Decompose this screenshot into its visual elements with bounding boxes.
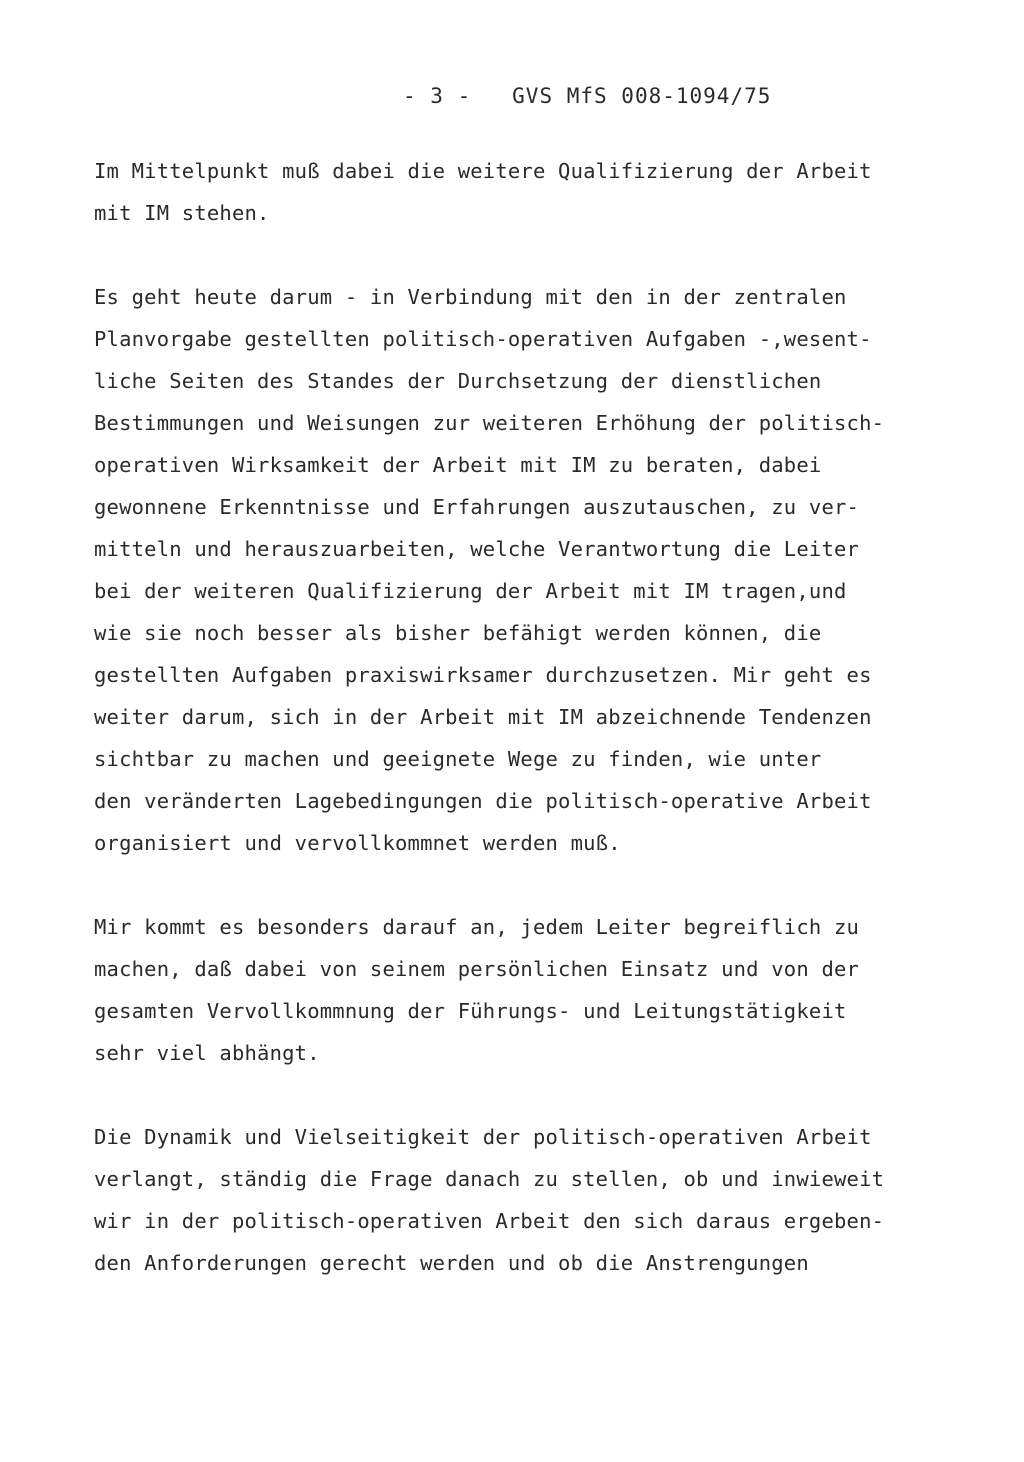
text-line: Planvorgabe gestellten politisch-operativen Aufgaben -,wesent- <box>94 327 872 351</box>
text-line: verlangt, ständig die Frage danach zu stellen, ob und inwieweit <box>94 1167 885 1191</box>
paragraph-2 <box>94 276 944 864</box>
text-line: operativen Wirksamkeit der Arbeit mit IM zu beraten, dabei <box>94 453 822 477</box>
text-line: weiter darum, sich in der Arbeit mit IM abzeichnende Tendenzen <box>94 705 872 729</box>
page-header <box>403 84 771 108</box>
text-line: machen, daß dabei von seinem persönlichen Einsatz und von der <box>94 957 860 981</box>
page-number: - 3 - <box>403 84 472 108</box>
text-line: gesamten Vervollkommnung der Führungs- und Leitungstätigkeit <box>94 999 847 1023</box>
text-line: organisiert und vervollkommnet werden muß. <box>94 831 621 855</box>
text-line: mitteln und herauszuarbeiten, welche Verantwortung die Leiter <box>94 537 860 561</box>
text-line: mit IM stehen. <box>94 201 270 225</box>
paragraph-4 <box>94 1116 944 1284</box>
text-line: gewonnene Erkenntnisse und Erfahrungen auszutauschen, zu ver- <box>94 495 860 519</box>
paragraph-3 <box>94 906 944 1074</box>
text-line: den veränderten Lagebedingungen die politisch-operative Arbeit <box>94 789 872 813</box>
text-line: Die Dynamik und Vielseitigkeit der politisch-operativen Arbeit <box>94 1125 872 1149</box>
text-line: wir in der politisch-operativen Arbeit den sich daraus ergeben- <box>94 1209 885 1233</box>
text-line: gestellten Aufgaben praxiswirksamer durchzusetzen. Mir geht es <box>94 663 872 687</box>
text-line: bei der weiteren Qualifizierung der Arbeit mit IM tragen,und <box>94 579 847 603</box>
text-line: sehr viel abhängt. <box>94 1041 320 1065</box>
document-reference: GVS MfS 008-1094/75 <box>512 84 772 108</box>
text-line: liche Seiten des Standes der Durchsetzung der dienstlichen <box>94 369 822 393</box>
paragraph-1 <box>94 150 944 234</box>
text-line: Bestimmungen und Weisungen zur weiteren Erhöhung der politisch- <box>94 411 885 435</box>
text-line: Im Mittelpunkt muß dabei die weitere Qualifizierung der Arbeit <box>94 159 872 183</box>
text-line: den Anforderungen gerecht werden und ob die Anstrengungen <box>94 1251 809 1275</box>
text-line: Es geht heute darum - in Verbindung mit den in der zentralen <box>94 285 847 309</box>
text-line: wie sie noch besser als bisher befähigt werden können, die <box>94 621 822 645</box>
text-line: Mir kommt es besonders darauf an, jedem Leiter begreiflich zu <box>94 915 860 939</box>
text-line: sichtbar zu machen und geeignete Wege zu finden, wie unter <box>94 747 822 771</box>
